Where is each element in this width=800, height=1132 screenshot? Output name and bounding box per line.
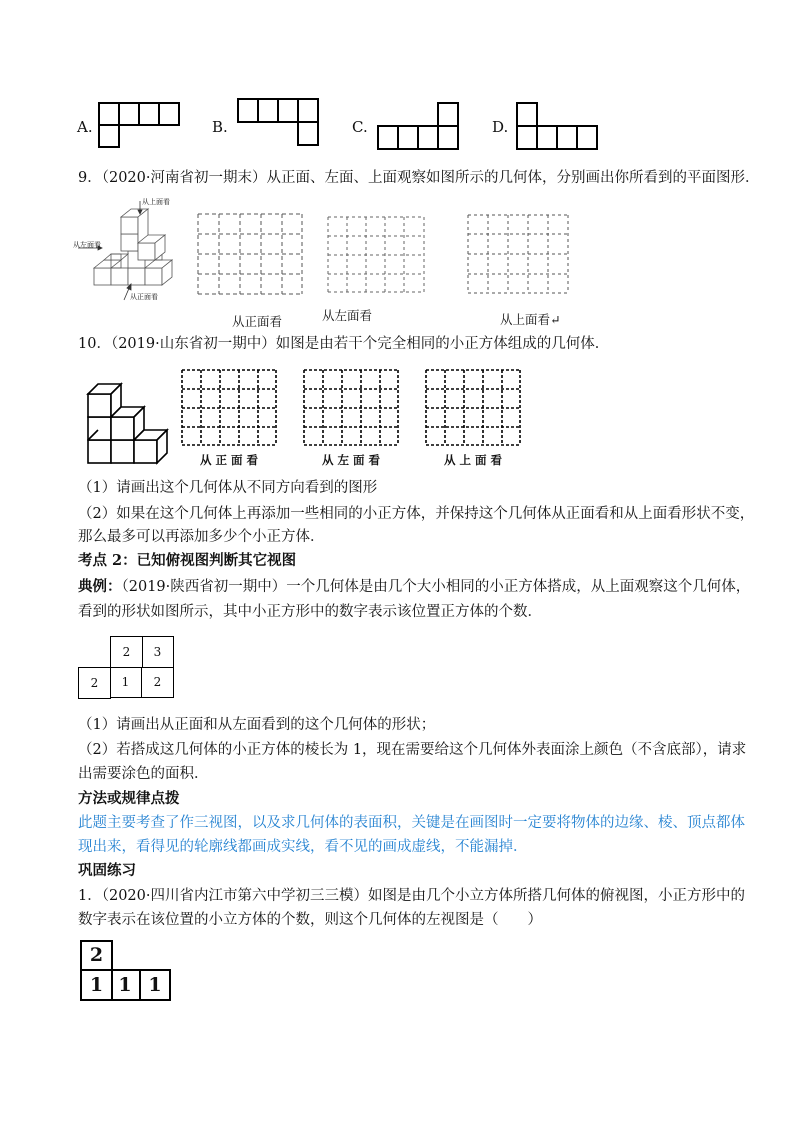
practice-q1-line2: 数字表示在该位置的小立方体的个数，则这个几何体的左视图是（ ） [78, 912, 542, 928]
grid-cell: 3 [142, 636, 174, 668]
option-d-label: D. [492, 118, 509, 136]
example-text-line2: 看到的形状如图所示，其中小正方形中的数字表示该位置正方体的个数． [78, 604, 542, 620]
q10-sub2-line2: 那么最多可以再添加多少个小正方体． [78, 529, 325, 545]
point2-heading: 考点 2：已知俯视图判断其它视图 [78, 552, 297, 569]
example-sub2-line2: 出需要涂色的面积． [78, 766, 209, 782]
q10-caption-left: 从 左 面 看 [322, 453, 381, 467]
method-heading: 方法或规律点拨 [78, 790, 180, 807]
option-c-label: C. [352, 118, 368, 136]
grid-cell: 2 [110, 636, 143, 668]
q10-caption-top: 从 上 面 看 [444, 453, 503, 467]
q9-left-grid [326, 215, 426, 295]
q10-sub2-line1: （2）如果在这个几何体上再添加一些相同的小正方体，并保持这个几何体从正面看和从上面看形状不变， [78, 506, 755, 522]
q9-fig-left-label: 从左面看 [73, 241, 101, 249]
q9-caption-top: 从上面看↵ [500, 312, 561, 327]
q9-solid-figure [78, 198, 188, 303]
q9-fig-front-label: 从正面看 [130, 293, 158, 301]
q9-text: 9．（2020·河南省初一期末）从正面、左面、上面观察如图所示的几何体，分别画出你所看到的平面图形． [78, 170, 760, 186]
q9-caption-front: 从正面看 [232, 314, 283, 329]
example-text-line1: （2019·陕西省初一期中）一个几何体是由几个大小相同的小正方体搭成，从上面观察这个几何体， [121, 579, 751, 595]
q10-sub1: （1）请画出这个几何体从不同方向看到的图形 [78, 480, 378, 496]
grid-cell: 2 [142, 667, 174, 698]
method-text-line1: 此题主要考查了作三视图，以及求几何体的表面积，关键是在画图时一定要将物体的边缘、棱、顶点都体 [78, 815, 745, 831]
q10-top-grid [424, 368, 524, 448]
example-label: 典例： [78, 578, 122, 595]
option-c-figure [375, 100, 465, 152]
example-sub2-line1: （2）若搭成这几何体的小正方体的棱长为 1，现在需要给这个几何体外表面涂上颜色（不含底部），请求 [78, 742, 747, 758]
grid-cell: 1 [80, 969, 113, 1001]
grid-cell: 1 [110, 667, 142, 698]
grid-cell: 1 [141, 969, 171, 1001]
option-a-label: A. [77, 118, 93, 136]
q10-front-grid [180, 368, 280, 448]
q10-text: 10．（2019·山东省初一期中）如图是由若干个完全相同的小正方体组成的几何体． [78, 336, 610, 352]
q9-front-grid [196, 212, 304, 298]
method-text-line2: 现出来，看得见的轮廓线都画成实线，看不见的画成虚线，不能漏掉． [78, 839, 528, 855]
q10-solid-figure [78, 368, 178, 468]
option-a-figure [96, 100, 186, 150]
grid-cell: 1 [111, 969, 141, 1001]
option-b-figure [235, 96, 325, 148]
option-d-figure [514, 100, 604, 152]
q10-left-grid [302, 368, 402, 448]
q9-caption-left: 从左面看 [322, 308, 373, 323]
example-sub1: （1）请画出从正面和从左面看到的这个几何体的形状； [78, 717, 436, 733]
grid-cell: 2 [80, 940, 113, 971]
q9-top-grid [466, 213, 570, 297]
q10-caption-front: 从 正 面 看 [200, 453, 259, 467]
practice-heading: 巩固练习 [78, 862, 136, 879]
example-top-view-grid [78, 636, 178, 700]
practice-top-view-grid [80, 940, 180, 1002]
practice-q1-line1: 1．（2020·四川省内江市第六中学初三三模）如图是由几个小立方体所搭几何体的俯视图，小正方形中的 [78, 888, 745, 904]
grid-cell: 2 [78, 667, 111, 699]
option-b-label: B. [212, 118, 228, 136]
q9-fig-top-label: 从上面看 [142, 198, 170, 206]
